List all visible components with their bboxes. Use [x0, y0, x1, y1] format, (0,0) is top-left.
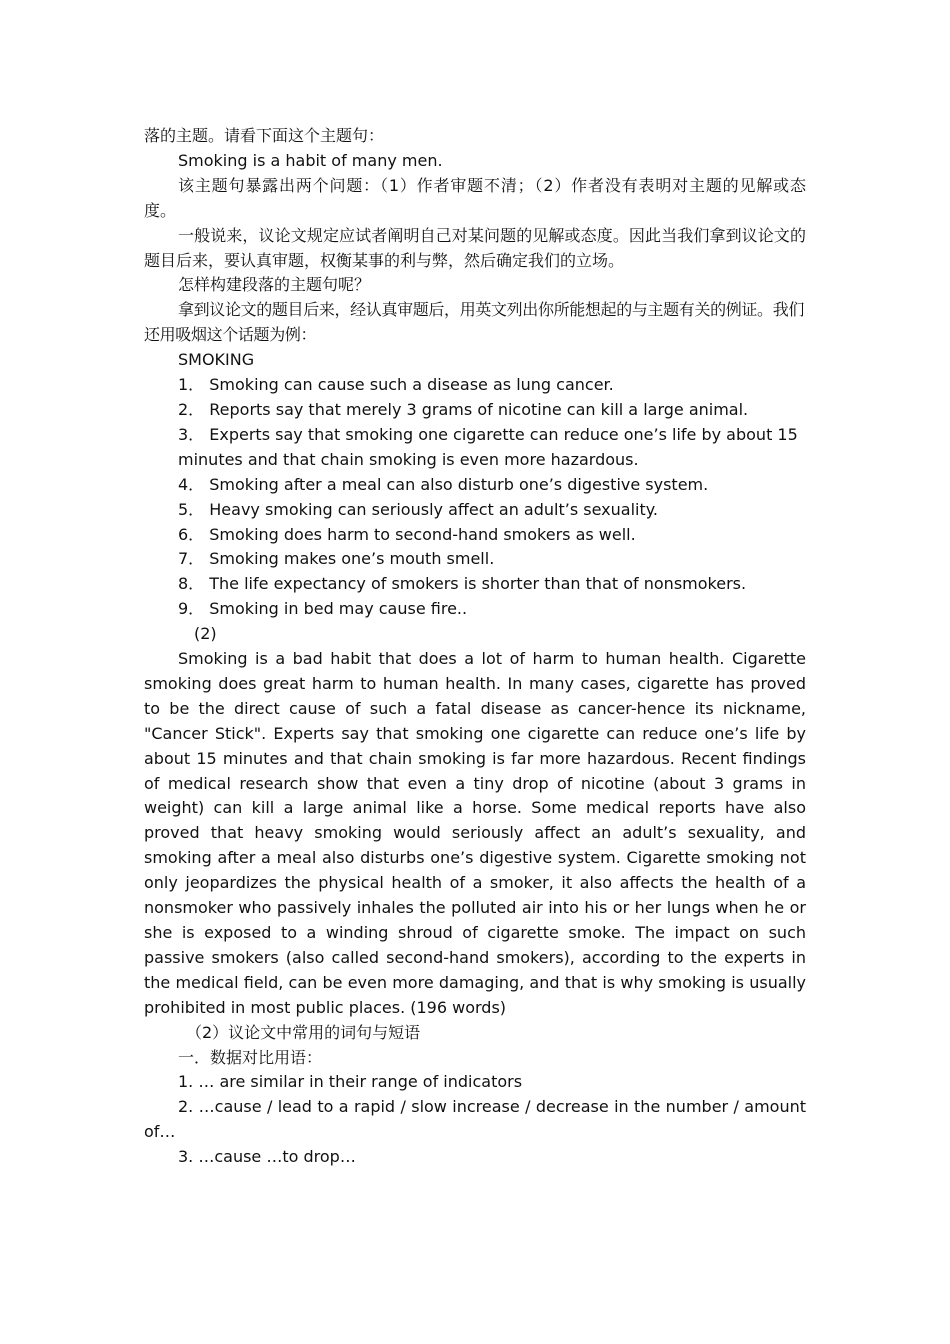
- paragraph-problems: 该主题句暴露出两个问题：（1）作者审题不清；（2）作者没有表明对主题的见解或态度。: [144, 175, 806, 220]
- list-item: 8． The life expectancy of smokers is shorter than that of nonsmokers.: [178, 574, 747, 594]
- subsection-heading: 一．数据对比用语：: [178, 1047, 323, 1067]
- paragraph-question: 怎样构建段落的主题句呢？: [178, 275, 371, 295]
- essay-paragraph: Smoking is a bad habit that does a lot of harm to human health. Cigarette smoking does great harm to human health. In many cases, cigarette has proved to be the direct cause of such a fatal disease as cancer-hence its nickname, "Cancer Stick". Experts say that smoking one cigarette can reduce one’s life by about 15 minutes and that chain smoking is far more hazardous. Recent findings of medical research show that even a tiny drop of nicotine (about 3 grams in weight) can kill a large animal like a horse. Some medical reports have also proved that heavy smoking would seriously affect an adult’s sexuality, and smoking after a meal also disturbs one’s digestive system. Cigarette smoking not only jeopardizes the physical health of a smoker, it also affects the health of a nonsmoker who passively inhales the polluted air into his or her lungs when he or she is exposed to a winding shroud of cigarette smoke. The impact on such passive smokers (also called second-hand smokers), according to the experts in the medical field, can be even more damaging, and that is why smoking is usually prohibited in most public places. (196 words): [144, 649, 806, 1017]
- paragraph-line: 落的主题。请看下面这个主题句：: [144, 126, 385, 145]
- document-page: [144, 124, 806, 1170]
- list-title: SMOKING: [178, 350, 255, 370]
- phrase-item: 2. …cause / lead to a rapid / slow increase / decrease in the number / amount of…: [144, 1097, 806, 1142]
- list-item: 9． Smoking in bed may cause fire..: [178, 599, 468, 619]
- phrase-item: 1. … are similar in their range of indicators: [178, 1072, 523, 1092]
- list-item: 7． Smoking makes one’s mouth smell.: [178, 549, 495, 569]
- list-item: 3． Experts say that smoking one cigarette can reduce one’s life by about 15: [178, 424, 798, 444]
- topic-sentence-example: Smoking is a habit of many men.: [178, 150, 443, 170]
- list-item: 4． Smoking after a meal can also disturb one’s digestive system.: [178, 474, 709, 494]
- list-item: 5． Heavy smoking can seriously affect an adult’s sexuality.: [178, 499, 659, 519]
- section-heading: （2）议论文中常用的词句与短语: [186, 1022, 421, 1042]
- list-item: 2． Reports say that merely 3 grams of nicotine can kill a large animal.: [178, 399, 749, 419]
- paragraph-general: 一般说来，议论文规定应试者阐明自己对某问题的见解或态度。因此当我们拿到议论文的题目后来，要认真审题，权衡某事的利与弊，然后确定我们的立场。: [144, 225, 806, 270]
- phrase-item: 3. …cause …to drop…: [178, 1147, 356, 1167]
- list-item: 1． Smoking can cause such a disease as lung cancer.: [178, 375, 614, 395]
- list-item: 6． Smoking does harm to second-hand smokers as well.: [178, 524, 636, 544]
- paragraph-instruction: 拿到议论文的题目后来，经认真审题后，用英文列出你所能想起的与主题有关的例证。我们还用吸烟这个话题为例：: [144, 300, 805, 345]
- section-marker: (2): [194, 624, 217, 644]
- list-item-continuation: minutes and that chain smoking is even more hazardous.: [178, 449, 639, 469]
